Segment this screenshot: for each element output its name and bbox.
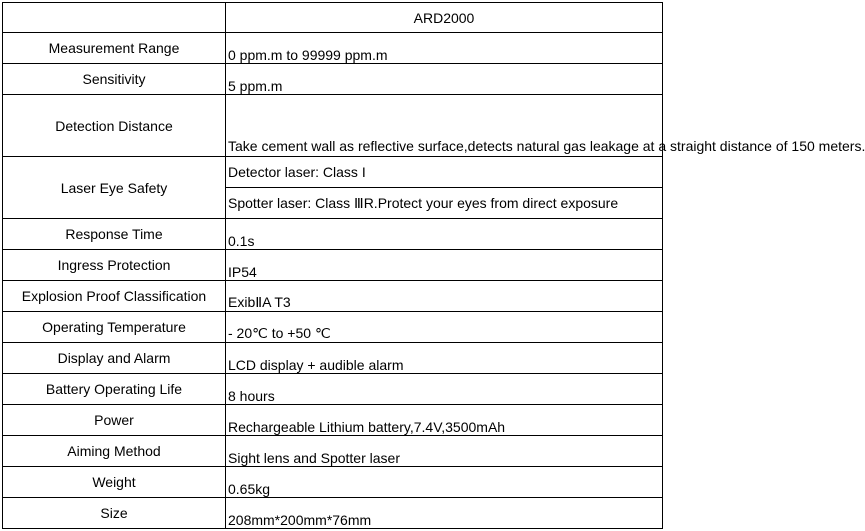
spec-table	[2, 2, 865, 529]
row-value: 5 ppm.m	[226, 64, 663, 95]
row-value: Take cement wall as reflective surface,detects natural gas leakage at a straight distance of 150 meters.	[226, 95, 663, 157]
row-value: Sight lens and Spotter laser	[226, 436, 663, 467]
table-row	[3, 374, 663, 405]
table-row	[3, 343, 663, 374]
row-label: Aiming Method	[3, 436, 226, 467]
row-label: Response Time	[3, 219, 226, 250]
row-label: Weight	[3, 467, 226, 498]
row-value: 8 hours	[226, 374, 663, 405]
table-row	[3, 405, 663, 436]
table-row	[3, 498, 663, 529]
header-empty-cell	[3, 3, 226, 33]
table-row	[3, 64, 663, 95]
table-row	[3, 250, 663, 281]
row-value: 208mm*200mm*76mm	[226, 498, 663, 529]
row-value: - 20℃ to +50 ℃	[226, 312, 663, 343]
table-row	[3, 436, 663, 467]
row-value: 0.1s	[226, 219, 663, 250]
row-value-spotter: Spotter laser: Class ⅢR.Protect your eyes from direct exposure	[226, 188, 663, 219]
row-label: Explosion Proof Classification	[3, 281, 226, 312]
row-label: Battery Operating Life	[3, 374, 226, 405]
table-row	[3, 33, 663, 64]
table-row	[3, 281, 663, 312]
row-label: Power	[3, 405, 226, 436]
row-value: LCD display + audible alarm	[226, 343, 663, 374]
row-label: Sensitivity	[3, 64, 226, 95]
table-row	[3, 95, 663, 157]
table-row	[3, 467, 663, 498]
row-value: Rechargeable Lithium battery,7.4V,3500mAh	[226, 405, 663, 436]
row-label: Ingress Protection	[3, 250, 226, 281]
table-row	[3, 312, 663, 343]
row-value: ExibⅡA T3	[226, 281, 663, 312]
row-value: 0.65kg	[226, 467, 663, 498]
row-label: Detection Distance	[3, 95, 226, 157]
row-label: Display and Alarm	[3, 343, 226, 374]
row-value: 0 ppm.m to 99999 ppm.m	[226, 33, 663, 64]
row-label: Measurement Range	[3, 33, 226, 64]
row-value-detector: Detector laser: Class I	[226, 157, 663, 188]
row-value: IP54	[226, 250, 663, 281]
row-label: Size	[3, 498, 226, 529]
model-header: ARD2000	[226, 3, 663, 33]
row-label: Operating Temperature	[3, 312, 226, 343]
table-row	[3, 157, 663, 188]
row-label: Laser Eye Safety	[3, 157, 226, 219]
table-row	[3, 219, 663, 250]
table-header-row	[3, 3, 663, 33]
